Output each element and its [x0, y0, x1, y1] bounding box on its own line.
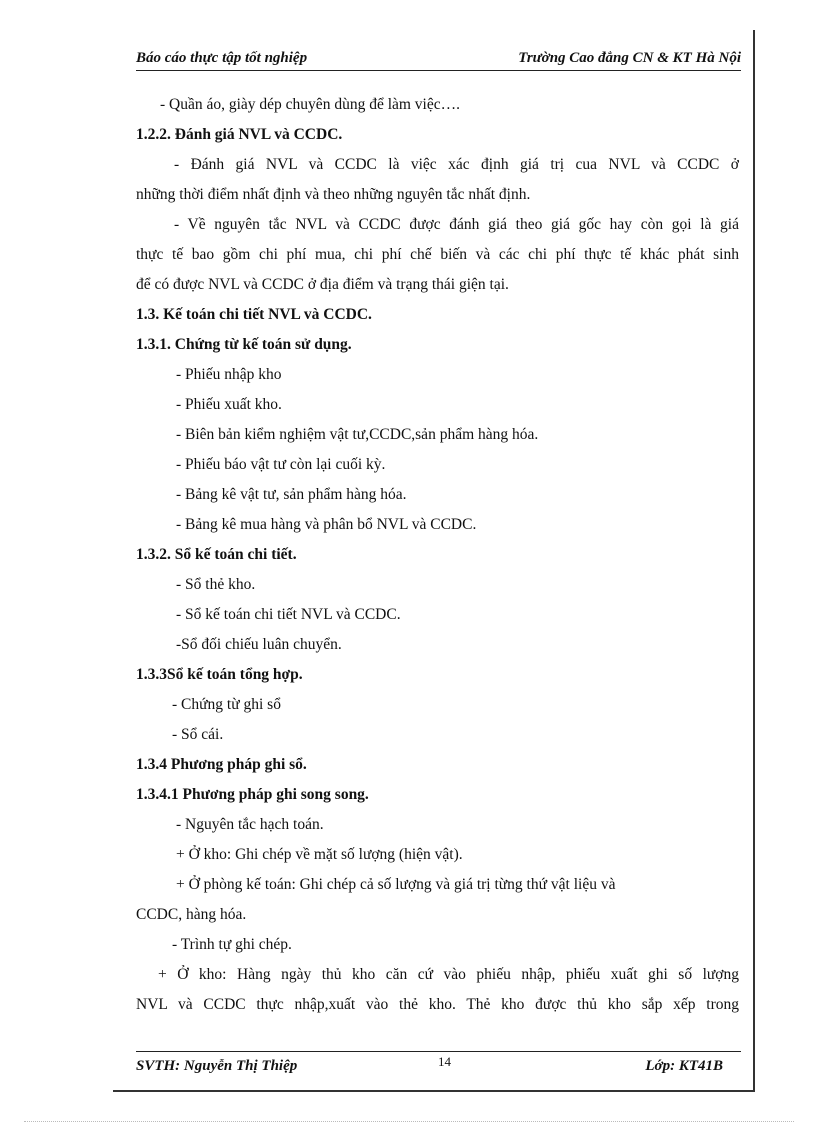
list-item: - Trình tự ghi chép.	[172, 936, 292, 953]
list-item: - Phiếu nhập kho	[176, 366, 282, 383]
heading-1-3-4-1: 1.3.4.1 Phương pháp ghi song song.	[136, 786, 369, 803]
list-item: -Sổ đối chiếu luân chuyển.	[176, 636, 342, 653]
document-body	[136, 90, 739, 1020]
paragraph-line: + Ở kho: Hàng ngày thủ kho căn cứ vào phiếu nhập, phiếu xuất ghi số lượng	[158, 966, 739, 983]
page-footer	[136, 1051, 741, 1080]
heading-1-3-2: 1.3.2. Sổ kế toán chi tiết.	[136, 546, 297, 563]
heading-1-3-3: 1.3.3Sổ kế toán tổng hợp.	[136, 666, 303, 683]
paragraph-line: thực tế bao gồm chi phí mua, chi phí chế biến và các chi phí thực tế khác phát sinh	[136, 246, 739, 263]
list-item: - Bảng kê vật tư, sản phẩm hàng hóa.	[176, 486, 407, 503]
paragraph-line: - Về nguyên tắc NVL và CCDC được đánh giá theo giá gốc hay còn gọi là giá	[174, 216, 739, 233]
list-item: + Ở phòng kế toán: Ghi chép cả số lượng và giá trị từng thứ vật liệu và	[176, 876, 616, 893]
heading-1-3-1: 1.3.1. Chứng từ kế toán sử dụng.	[136, 336, 352, 353]
footer-student-name: SVTH: Nguyễn Thị Thiệp	[136, 1058, 298, 1074]
bottom-dotted-rule	[24, 1121, 794, 1122]
list-item: - Phiếu xuất kho.	[176, 396, 282, 413]
page-header	[136, 46, 741, 71]
bullet-clothing: - Quần áo, giày dép chuyên dùng để làm việc….	[160, 96, 461, 113]
list-item: - Sổ thẻ kho.	[176, 576, 256, 593]
list-item: - Biên bản kiểm nghiệm vật tư,CCDC,sản phẩm hàng hóa.	[176, 426, 539, 443]
footer-class: Lớp: KT41B	[645, 1058, 723, 1074]
heading-1-3-4: 1.3.4 Phương pháp ghi sổ.	[136, 756, 307, 773]
heading-1-3: 1.3. Kế toán chi tiết NVL và CCDC.	[136, 306, 372, 323]
list-item: - Chứng từ ghi sổ	[172, 696, 281, 713]
list-item: + Ở kho: Ghi chép về mặt số lượng (hiện vật).	[176, 846, 463, 863]
page-number: 14	[438, 1054, 451, 1069]
list-item: - Bảng kê mua hàng và phân bổ NVL và CCDC.	[176, 516, 477, 533]
heading-1-2-2: 1.2.2. Đánh giá NVL và CCDC.	[136, 126, 343, 143]
paragraph-line: - Đánh giá NVL và CCDC là việc xác định giá trị cua NVL và CCDC ở	[174, 156, 739, 173]
header-report-title: Báo cáo thực tập tốt nghiệp	[136, 50, 308, 66]
list-item: - Sổ cái.	[172, 726, 224, 743]
paragraph-line: CCDC, hàng hóa.	[136, 906, 247, 923]
paragraph-line: để có được NVL và CCDC ở địa điểm và trạng thái giện tại.	[136, 276, 509, 293]
list-item: - Phiếu báo vật tư còn lại cuối kỳ.	[176, 456, 386, 473]
paragraph-line: những thời điểm nhất định và theo những nguyên tắc nhất định.	[136, 186, 531, 203]
paragraph-line: NVL và CCDC thực nhập,xuất vào thẻ kho. Thẻ kho được thủ kho sắp xếp trong	[136, 996, 739, 1013]
list-item: - Sổ kế toán chi tiết NVL và CCDC.	[176, 606, 401, 623]
header-school-name: Trường Cao đẳng CN & KT Hà Nội	[518, 50, 741, 66]
list-item: - Nguyên tắc hạch toán.	[176, 816, 324, 833]
